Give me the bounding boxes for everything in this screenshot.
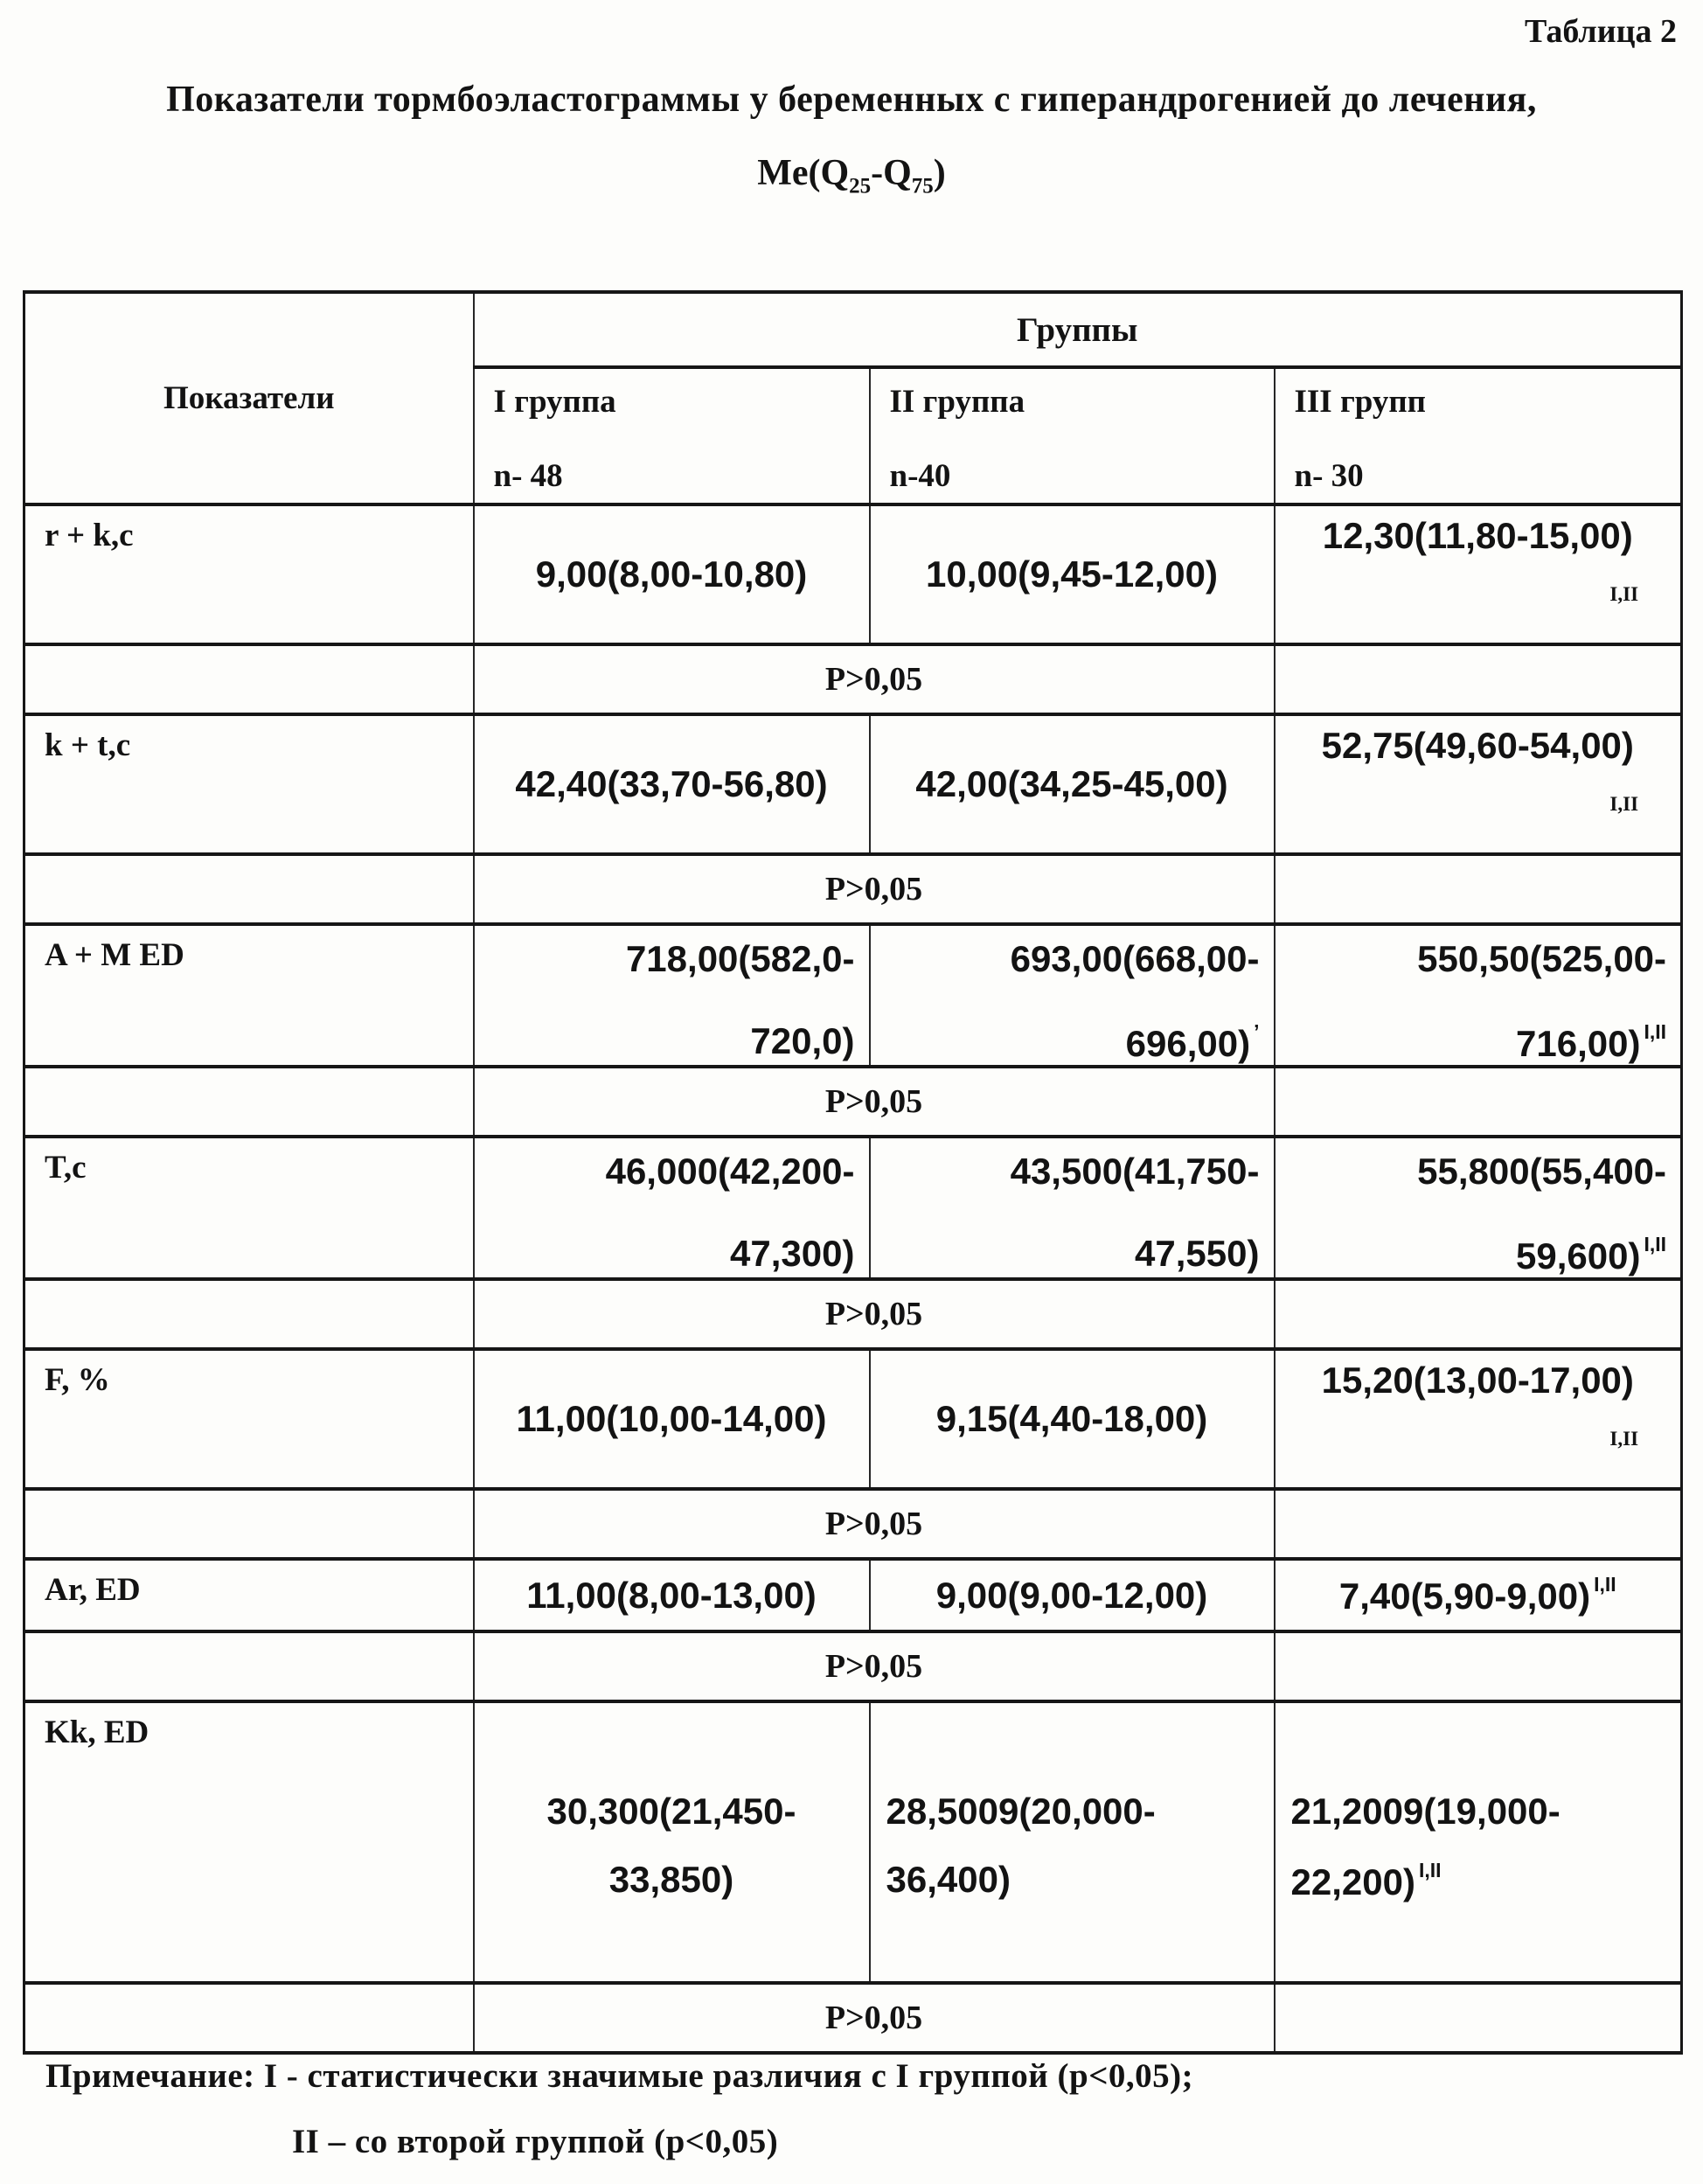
value-cell-group2 bbox=[870, 1349, 1275, 1489]
p-value-cell: P>0,05 bbox=[474, 854, 1275, 924]
data-table bbox=[23, 290, 1683, 2055]
value-text: 43,500(41,750- bbox=[1010, 1151, 1260, 1192]
significance-marker: I,II bbox=[1644, 1020, 1667, 1043]
value-text: 42,40(33,70-56,80) bbox=[515, 763, 828, 804]
value-cell-group2 bbox=[870, 1559, 1275, 1631]
value-cell-group2 bbox=[870, 504, 1275, 644]
empty-cell bbox=[24, 1067, 474, 1137]
row-label: F, % bbox=[24, 1349, 474, 1489]
subtitle-suffix: ) bbox=[933, 153, 946, 193]
table-row bbox=[24, 1349, 1682, 1489]
value-text: 716,00) bbox=[1516, 1023, 1641, 1064]
value-text: 21,2009(19,000- bbox=[1290, 1791, 1561, 1832]
subtitle-mid: -Q bbox=[871, 153, 912, 193]
p-value-cell: P>0,05 bbox=[474, 1631, 1275, 1701]
header-group2 bbox=[870, 367, 1275, 504]
row-label: T,c bbox=[24, 1137, 474, 1279]
significance-marker: I,II bbox=[1594, 1573, 1616, 1596]
value-cell-group1 bbox=[474, 1349, 870, 1489]
table-number-label: Таблица 2 bbox=[1524, 13, 1677, 50]
p-value-cell: P>0,05 bbox=[474, 644, 1275, 714]
value-text: 550,50(525,00- bbox=[1417, 938, 1667, 979]
p-value-row bbox=[24, 1631, 1682, 1701]
empty-cell bbox=[24, 1489, 474, 1559]
value-text: 11,00(8,00-13,00) bbox=[526, 1574, 817, 1616]
value-cell-group1 bbox=[474, 924, 870, 1067]
table-header-row-groups bbox=[24, 292, 1682, 367]
header-groups: Группы bbox=[474, 292, 1682, 367]
significance-marker: I,II bbox=[1418, 1859, 1442, 1881]
p-value-row bbox=[24, 1279, 1682, 1349]
significance-marker: I,II bbox=[1609, 793, 1639, 815]
group1-n: n- 48 bbox=[493, 458, 563, 494]
value-text: 36,400) bbox=[886, 1859, 1011, 1900]
empty-cell bbox=[1275, 644, 1682, 714]
value-text: 693,00(668,00- bbox=[1010, 938, 1260, 979]
group3-n: n- 30 bbox=[1294, 458, 1364, 494]
value-cell-group3 bbox=[1275, 714, 1682, 854]
row-label: A + M ED bbox=[24, 924, 474, 1067]
p-value-row bbox=[24, 854, 1682, 924]
group1-name: I группа bbox=[493, 384, 616, 420]
value-text: 46,000(42,200- bbox=[605, 1151, 855, 1192]
p-value-row bbox=[24, 1067, 1682, 1137]
value-text: 22,200) bbox=[1290, 1861, 1415, 1902]
value-cell-group3 bbox=[1275, 1559, 1682, 1631]
empty-cell bbox=[1275, 1631, 1682, 1701]
value-cell-group3 bbox=[1275, 1349, 1682, 1489]
p-value-row bbox=[24, 1489, 1682, 1559]
value-line bbox=[1276, 1233, 1667, 1277]
value-cell-group2 bbox=[870, 924, 1275, 1067]
significance-marker: I,II bbox=[1644, 1233, 1667, 1255]
value-text: 47,550) bbox=[1135, 1233, 1260, 1274]
empty-cell bbox=[1275, 1279, 1682, 1349]
table-row bbox=[24, 1701, 1682, 1983]
table-row bbox=[24, 1137, 1682, 1279]
significance-marker: I,II bbox=[1609, 1428, 1639, 1450]
empty-cell bbox=[1275, 1489, 1682, 1559]
document-title: Показатели тормбоэластограммы у беременных с гиперандрогенией до лечения, bbox=[166, 80, 1537, 120]
value-cell-group3 bbox=[1275, 1701, 1682, 1983]
table-row bbox=[24, 714, 1682, 854]
significance-marker: I,II bbox=[1609, 583, 1639, 605]
value-cell-group3 bbox=[1275, 504, 1682, 644]
empty-cell bbox=[24, 644, 474, 714]
value-cell-group2 bbox=[870, 1701, 1275, 1983]
value-cell-group1 bbox=[474, 1137, 870, 1279]
value-line bbox=[1276, 1573, 1681, 1617]
value-cell-group2 bbox=[870, 1137, 1275, 1279]
empty-cell bbox=[24, 854, 474, 924]
value-text: 10,00(9,45-12,00) bbox=[926, 553, 1218, 595]
group2-name: II группа bbox=[889, 384, 1025, 420]
row-label: Ar, ED bbox=[24, 1559, 474, 1631]
document-subtitle bbox=[0, 152, 1703, 198]
footnote-line2: II – со второй группой (р<0,05) bbox=[292, 2123, 779, 2160]
value-text: 718,00(582,0- bbox=[625, 938, 855, 979]
value-text: 9,00(9,00-12,00) bbox=[935, 1574, 1208, 1616]
value-text: 42,00(34,25-45,00) bbox=[915, 763, 1228, 804]
value-line bbox=[1291, 1859, 1681, 1903]
value-cell-group1 bbox=[474, 714, 870, 854]
value-cell-group3 bbox=[1275, 924, 1682, 1067]
value-cell-group1 bbox=[474, 1559, 870, 1631]
value-text: 59,600) bbox=[1516, 1235, 1641, 1276]
group2-n: n-40 bbox=[889, 458, 951, 494]
value-cell-group2 bbox=[870, 714, 1275, 854]
table-row bbox=[24, 1559, 1682, 1631]
value-text: 11,00(10,00-14,00) bbox=[516, 1398, 827, 1439]
subtitle-sub-75: 75 bbox=[911, 174, 934, 198]
p-value-row bbox=[24, 644, 1682, 714]
empty-cell bbox=[1275, 1067, 1682, 1137]
empty-cell bbox=[1275, 854, 1682, 924]
value-text: 28,5009(20,000- bbox=[886, 1791, 1156, 1832]
footnote-line1: Примечание: I - статистически значимые различия с I группой (р<0,05); bbox=[45, 2057, 1194, 2095]
empty-cell bbox=[24, 1631, 474, 1701]
value-text: 33,850) bbox=[608, 1859, 734, 1900]
header-group1 bbox=[474, 367, 870, 504]
value-text: 7,40(5,90-9,00) bbox=[1338, 1575, 1591, 1617]
value-cell-group3 bbox=[1275, 1137, 1682, 1279]
row-label: Kk, ED bbox=[24, 1701, 474, 1983]
value-text: 55,800(55,400- bbox=[1417, 1151, 1667, 1192]
subtitle-sub-25: 25 bbox=[849, 174, 872, 198]
value-text: 12,30(11,80-15,00) bbox=[1322, 515, 1633, 556]
value-text: 15,20(13,00-17,00) bbox=[1321, 1360, 1634, 1401]
value-text: 696,00) bbox=[1125, 1023, 1251, 1064]
table-row bbox=[24, 504, 1682, 644]
value-cell-group1 bbox=[474, 504, 870, 644]
empty-cell bbox=[1275, 1983, 1682, 2053]
subtitle-prefix: Me(Q bbox=[757, 153, 850, 193]
empty-cell bbox=[24, 1279, 474, 1349]
group3-name: III групп bbox=[1294, 384, 1426, 420]
value-text: 47,300) bbox=[730, 1233, 855, 1274]
value-text: 9,15(4,40-18,00) bbox=[935, 1398, 1208, 1439]
p-value-cell: P>0,05 bbox=[474, 1279, 1275, 1349]
stray-mark: ’ bbox=[1254, 1020, 1260, 1043]
value-line bbox=[1276, 1020, 1667, 1065]
table-row bbox=[24, 924, 1682, 1067]
header-indicators: Показатели bbox=[24, 292, 474, 504]
p-value-cell: P>0,05 bbox=[474, 1983, 1275, 2053]
footnote bbox=[45, 2056, 1193, 2161]
empty-cell bbox=[24, 1983, 474, 2053]
value-text: 52,75(49,60-54,00) bbox=[1321, 725, 1634, 766]
row-label: k + t,c bbox=[24, 714, 474, 854]
header-group3 bbox=[1275, 367, 1682, 504]
value-cell-group1 bbox=[474, 1701, 870, 1983]
p-value-cell: P>0,05 bbox=[474, 1489, 1275, 1559]
p-value-row bbox=[24, 1983, 1682, 2053]
value-text: 720,0) bbox=[750, 1020, 855, 1061]
value-text: 30,300(21,450- bbox=[546, 1791, 796, 1832]
row-label: r + k,c bbox=[24, 504, 474, 644]
p-value-cell: P>0,05 bbox=[474, 1067, 1275, 1137]
value-text: 9,00(8,00-10,80) bbox=[535, 553, 808, 595]
value-line bbox=[871, 1020, 1260, 1065]
